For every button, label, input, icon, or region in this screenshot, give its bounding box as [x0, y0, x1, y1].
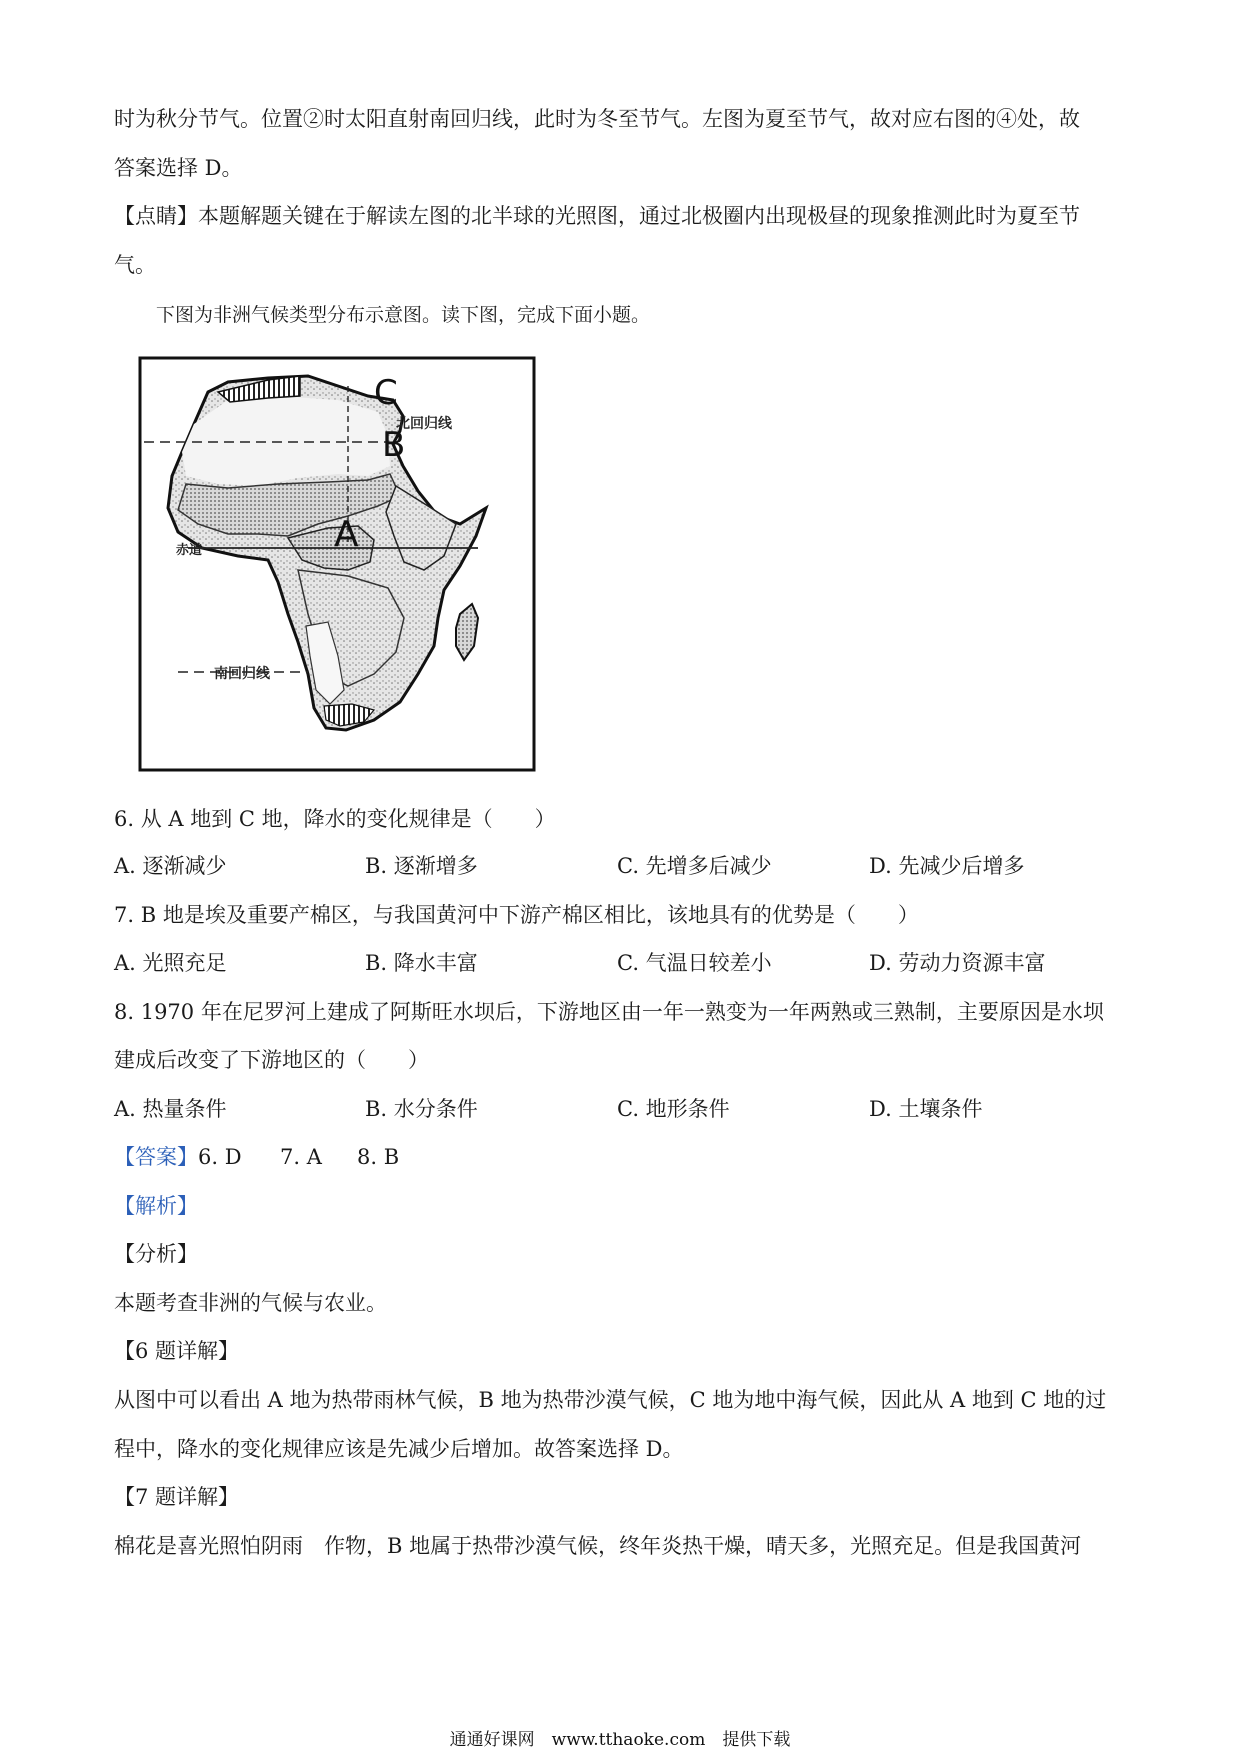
q7-option-d[interactable]: D. 劳动力资源丰富 [869, 951, 1046, 975]
africa-climate-map [138, 356, 536, 772]
line-dianjing: 【点睛】本题解题关键在于解读左图的北半球的光照图，通过北极圈内出现极昼的现象推测此时为夏至节 [114, 204, 1080, 228]
label-point-b: B [382, 425, 406, 465]
line-p1: 时为秋分节气。位置②时太阳直射南回归线，此时为冬至节气。左图为夏至节气，故对应右图的④处，故 [114, 107, 1080, 131]
answer-8: 8. B [357, 1145, 400, 1169]
q6-option-d[interactable]: D. 先减少后增多 [869, 854, 1025, 878]
q8-option-a[interactable]: A. 热量条件 [114, 1097, 227, 1121]
jiexi-heading: 【解析】 [114, 1194, 198, 1218]
q8-option-b[interactable]: B. 水分条件 [365, 1097, 478, 1121]
q7-option-b[interactable]: B. 降水丰富 [365, 951, 478, 975]
label-point-c: C [374, 373, 398, 413]
question-7-stem: 7. B 地是埃及重要产棉区，与我国黄河中下游产棉区相比，该地具有的优势是（ ） [114, 903, 919, 927]
fenxi-heading: 【分析】 [114, 1242, 198, 1266]
label-south-tropic: 南回归线 [214, 666, 270, 682]
q6-detail-line1: 从图中可以看出 A 地为热带雨林气候，B 地为热带沙漠气候，C 地为地中海气候，因此从 A 地到 C 地的过 [114, 1388, 1107, 1412]
label-point-a: A [334, 514, 359, 555]
page-footer: 通通好课网 www.tthaoke.com 提供下载 [449, 1730, 791, 1750]
q6-detail-line2: 程中，降水的变化规律应该是先减少后增加。故答案选择 D。 [114, 1437, 684, 1461]
label-north-tropic: 北回归线 [396, 416, 452, 432]
q6-option-a[interactable]: A. 逐渐减少 [114, 854, 227, 878]
intro-text: 下图为非洲气候类型分布示意图。读下图，完成下面小题。 [156, 304, 651, 326]
q6-option-b[interactable]: B. 逐渐增多 [365, 854, 478, 878]
answer-7: 7. A [280, 1145, 322, 1169]
question-8-stem-line1: 8. 1970 年在尼罗河上建成了阿斯旺水坝后，下游地区由一年一熟变为一年两熟或三熟制，主要原因是水坝 [114, 1000, 1104, 1024]
q7-detail-heading: 【7 题详解】 [114, 1485, 240, 1509]
answer-6: 6. D [198, 1145, 242, 1169]
q8-option-d[interactable]: D. 土壤条件 [869, 1097, 983, 1121]
q6-detail-heading: 【6 题详解】 [114, 1339, 240, 1363]
q7-option-c[interactable]: C. 气温日较差小 [617, 951, 772, 975]
q6-option-c[interactable]: C. 先增多后减少 [617, 854, 772, 878]
africa-map-svg [138, 356, 536, 772]
line-p2: 答案选择 D。 [114, 156, 243, 180]
q7-option-a[interactable]: A. 光照充足 [114, 951, 227, 975]
q8-option-c[interactable]: C. 地形条件 [617, 1097, 730, 1121]
question-8-stem-line2: 建成后改变了下游地区的（ ） [114, 1048, 429, 1072]
line-p4: 气。 [114, 253, 156, 277]
answer-label: 【答案】 [114, 1145, 198, 1169]
q7-detail-line1: 棉花是喜光照怕阴雨 作物，B 地属于热带沙漠气候，终年炎热干燥，晴天多，光照充足。但是我国黄河 [114, 1534, 1082, 1558]
fenxi-text: 本题考查非洲的气候与农业。 [114, 1291, 387, 1315]
label-equator: 赤道 [176, 543, 203, 558]
question-6-stem: 6. 从 A 地到 C 地，降水的变化规律是（ ） [114, 807, 556, 831]
